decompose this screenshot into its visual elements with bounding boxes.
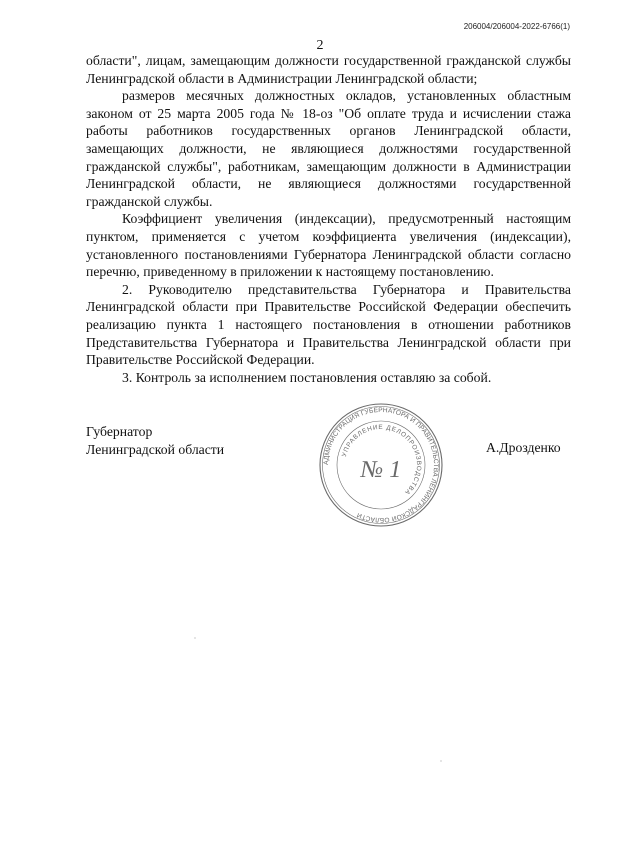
paragraph: 2. Руководителю представительства Губернатора и Правительства Ленинградской области при Правительстве Российской Федерации обеспечить реализацию пункта 1 настоящего постановления в отношении работников Представительства Губернатора и Правительства Ленинградской области при Правительстве Российской Федерации. (86, 281, 571, 368)
page-number: 2 (316, 38, 324, 53)
paragraph: 3. Контроль за исполнением постановления оставляю за собой. (122, 369, 492, 385)
document-body (86, 52, 571, 386)
scan-speck (194, 637, 196, 639)
signatory-position (86, 423, 224, 458)
document-number: 206004/206004-2022-6766(1) (463, 22, 570, 31)
official-stamp (318, 402, 444, 528)
stamp-inner-text: УПРАВЛЕНИЕ ДЕЛОПРОИЗВОДСТВА (341, 423, 423, 497)
position-line: Ленинградской области (86, 441, 225, 457)
signatory-name: А.Дрозденко (486, 440, 561, 455)
position-line: Губернатор (86, 424, 153, 439)
paragraph: области", лицам, замещающим должности государственной гражданской службы Ленинградской области в Администрации Ленинградской области; (86, 53, 571, 86)
paragraph: размеров месячных должностных окладов, установленных областным законом от 25 марта 2005 года № 18-оз "Об оплате труда и исчислении стажа работы работников государственных органов Ленинградской области, замещающих должности, не являющиеся должностями государственной гражданской службы", работникам, замещающим должности в Администрации Ленинградской области, не являющиеся должностями государственной гражданской службы. (86, 88, 571, 209)
scan-speck (440, 760, 442, 762)
paragraph: Коэффициент увеличения (индексации), предусмотренный настоящим пунктом, применяется с учетом коэффициента увеличения (индексации), установленного постановлениями Губернатора Ленинградской области согласно перечню, приведенному в приложении к настоящему постановлению. (86, 211, 571, 280)
stamp-center-text: № 1 (360, 457, 402, 483)
stamp-outer-text: АДМИНИСТРАЦИЯ ГУБЕРНАТОРА И ПРАВИТЕЛЬСТВА ЛЕНИНГРАДСКОЙ ОБЛАСТИ (322, 406, 440, 524)
